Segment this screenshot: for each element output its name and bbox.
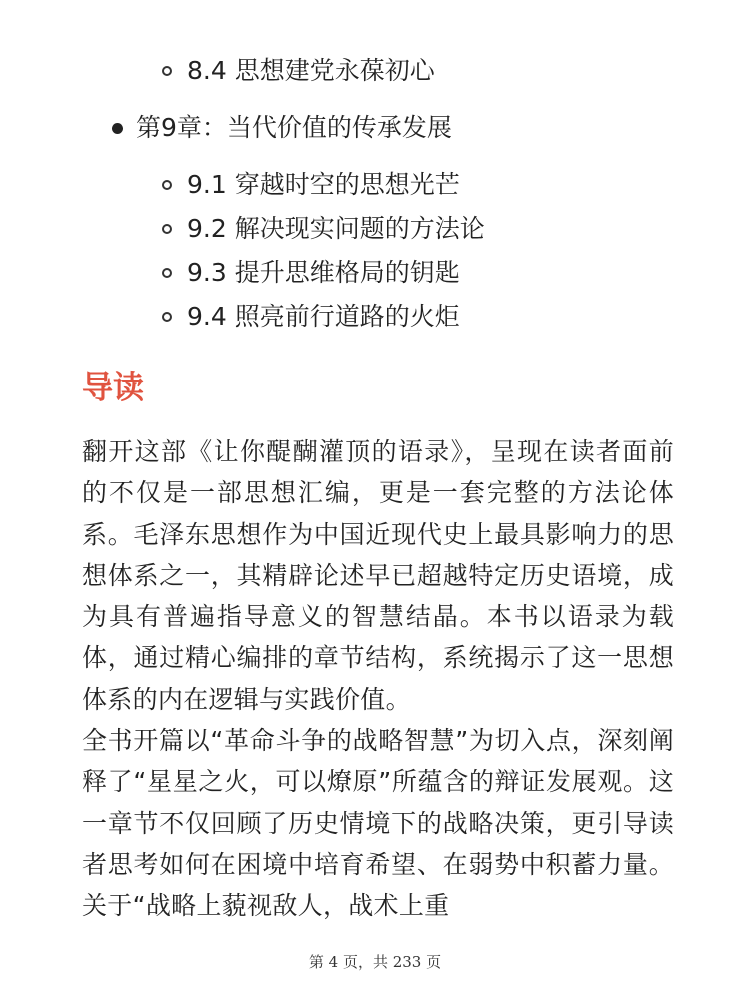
disc-bullet-icon [112, 123, 123, 134]
toc-item-8-4[interactable] [162, 54, 435, 88]
circle-bullet-icon [162, 312, 172, 322]
toc-item-label: 第9章：当代价值的传承发展 [136, 113, 452, 142]
intro-paragraph-1: 翻开这部《让你醍醐灌顶的语录》，呈现在读者面前的不仅是一部思想汇编，更是一套完整的方法论体系。毛泽东思想作为中国近现代史上最具影响力的思想体系之一，其精辟论述早已超越特定历史语境，成为具有普遍指导意义的智慧结晶。本书以语录为载体，通过精心编排的章节结构，系统揭示了这一思想体系的内在逻辑与实践价值。 [82, 437, 674, 714]
toc-item-9-2[interactable] [162, 212, 485, 246]
toc-item-9-3[interactable] [162, 256, 460, 290]
toc-item-chapter-9[interactable] [112, 111, 452, 145]
circle-bullet-icon [162, 66, 172, 76]
toc-item-label: 9.2 解决现实问题的方法论 [187, 214, 485, 243]
toc-item-9-4[interactable] [162, 300, 460, 334]
toc-item-label: 9.3 提升思维格局的钥匙 [187, 258, 460, 287]
intro-paragraph-2: 全书开篇以“革命斗争的战略智慧”为切入点，深刻阐释了“星星之火，可以燎原”所蕴含的辩证发展观。这一章节不仅回顾了历史情境下的战略决策，更引导读者思考如何在困境中培育希望、在弱势中积蓄力量。关于“战略上藐视敌人，战术上重 [82, 726, 674, 921]
circle-bullet-icon [162, 268, 172, 278]
circle-bullet-icon [162, 224, 172, 234]
toc-item-label: 9.1 穿越时空的思想光芒 [187, 170, 460, 199]
toc-item-label: 8.4 思想建党永葆初心 [187, 56, 435, 85]
section-heading: 导读 [82, 370, 144, 406]
toc-item-9-1[interactable] [162, 168, 460, 202]
circle-bullet-icon [162, 180, 172, 190]
page-number-footer: 第 4 页，共 233 页 [308, 953, 442, 971]
toc-item-label: 9.4 照亮前行道路的火炬 [187, 302, 460, 331]
